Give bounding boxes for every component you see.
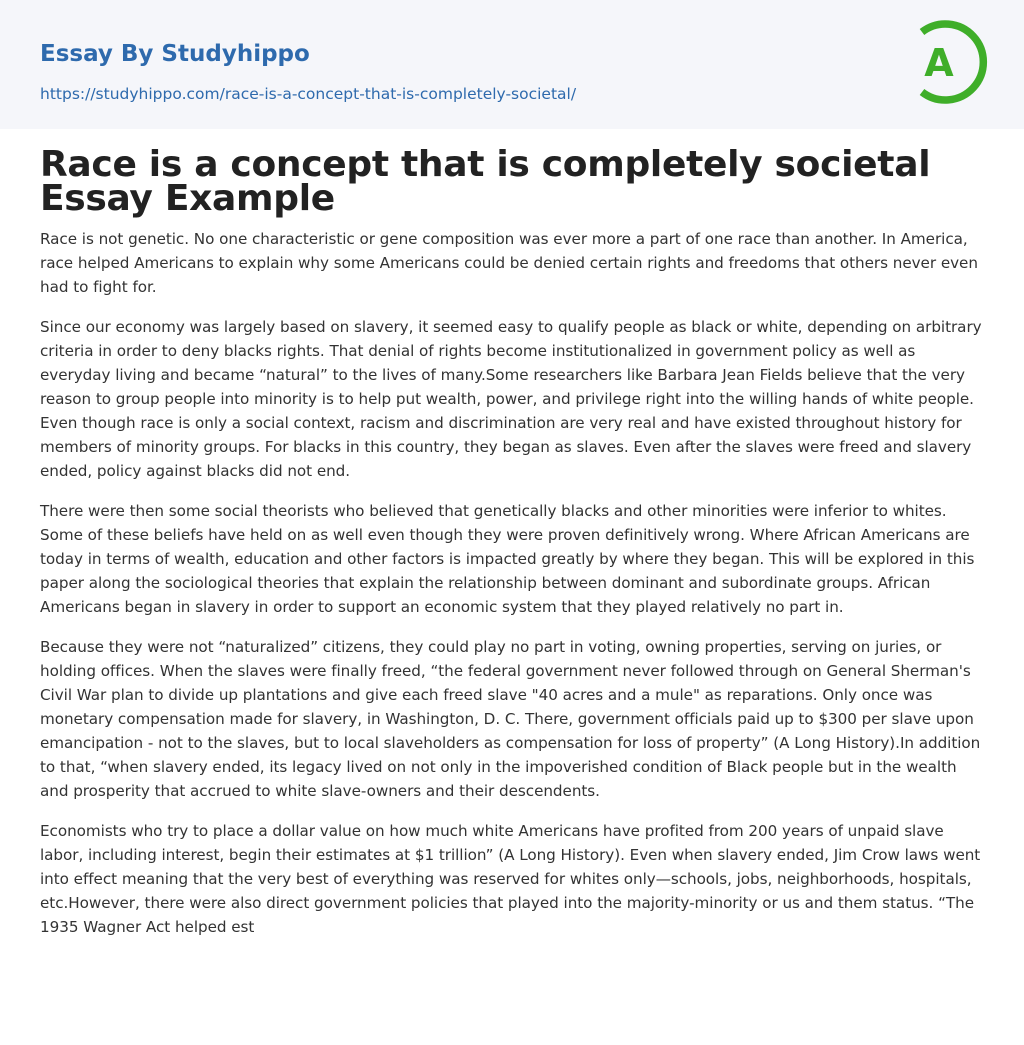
site-brand[interactable]: Essay By Studyhippo [40, 41, 310, 67]
logo-letter: A [924, 41, 954, 85]
article-title-line-2: Essay Example [40, 178, 335, 219]
page-url-link[interactable]: https://studyhippo.com/race-is-a-concept-that-is-completely-societal/ [40, 85, 577, 103]
site-header [0, 0, 1024, 129]
article [40, 144, 984, 955]
article-title-line-1: Race is a concept that is completely societal [40, 144, 931, 185]
paragraph-4: Because they were not “naturalized” citizens, they could play no part in voting, owning properties, serving on juries, or holding offices. When the slaves were finally freed, “the federal government never followed through on General Sherman's Civil War plan to divide up plantations and give each freed slave "40 acres and a mule" as reparations. Only once was monetary compensation made for slavery, in Washington, D. C. There, government officials paid up to $300 per slave upon emancipation - not to the slaves, but to local slaveholders as compensation for loss of property” (A Long History).In addition to that, “when slavery ended, its legacy lived on not only in the impoverished condition of Black people but in the wealth and prosperity that accrued to white slave-owners and their descendents. [40, 638, 981, 800]
paragraph-5: Economists who try to place a dollar value on how much white Americans have profited from 200 years of unpaid slave labor, including interest, begin their estimates at $1 trillion” (A Long History). Even when slavery ended, Jim Crow laws went into effect meaning that the very best of everything was reserved for whites only—schools, jobs, neighborhoods, hospitals, etc.However, there were also direct government policies that played into the majority-minority or us and them status. “The 1935 Wagner Act helped est [40, 822, 981, 936]
article-title [40, 144, 984, 219]
paragraph-1: Race is not genetic. No one characteristic or gene composition was ever more a part of one race than another. In America, race helped Americans to explain why some Americans could be denied certain rights and freedoms that others never even had to fight for. [40, 230, 978, 296]
paragraph-3: There were then some social theorists who believed that genetically blacks and other minorities were inferior to whites. Some of these beliefs have held on as well even though they were proven definitively wrong. Where African Americans are today in terms of wealth, education and other factors is impacted greatly by where they began. This will be explored in this paper along the sociological theories that explain the relationship between dominant and subordinate groups. African Americans began in slavery in order to support an economic system that they played relatively no part in. [40, 502, 975, 616]
studyhippo-logo-icon[interactable] [908, 17, 988, 107]
paragraph-2: Since our economy was largely based on slavery, it seemed easy to qualify people as black or white, depending on arbitrary criteria in order to deny blacks rights. That denial of rights become institutionalized in government policy as well as everyday living and became “natural” to the lives of many.Some researchers like Barbara Jean Fields believe that the very reason to group people into minority is to help put wealth, power, and privilege right into the willing hands of white people. Even though race is only a social context, racism and discrimination are very real and have existed throughout history for members of minority groups. For blacks in this country, they began as slaves. Even after the slaves were freed and slavery ended, policy against blacks did not end. [40, 318, 982, 480]
